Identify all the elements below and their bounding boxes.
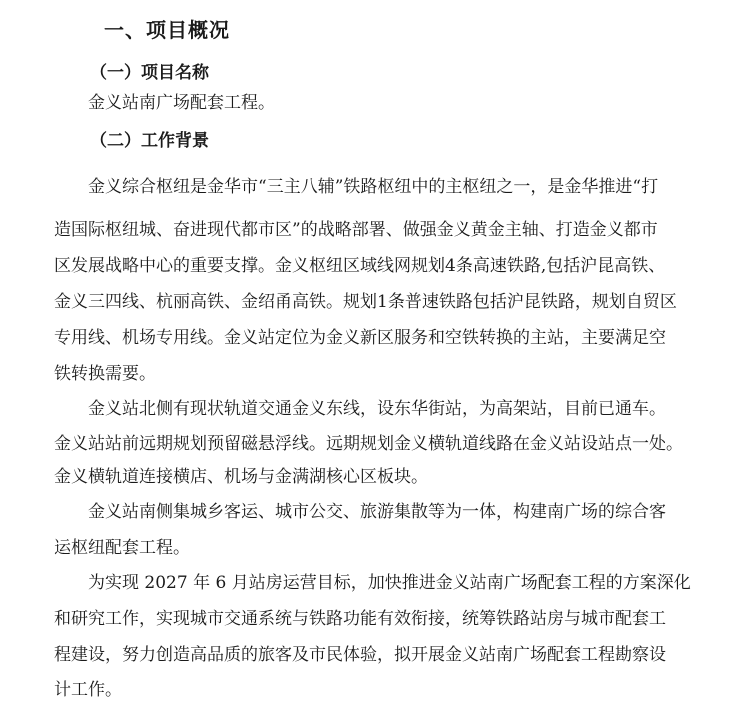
paragraph-line: 为实现 2027 年 6 月站房运营目标，加快推进金义站南广场配套工程的方案深化	[88, 573, 691, 593]
paragraph-line: 计工作。	[54, 680, 122, 700]
paragraph-line: 金义三四线、杭丽高铁、金绍甬高铁。规划1条普速铁路包括沪昆铁路，规划自贸区	[54, 292, 677, 312]
paragraph-line: 区发展战略中心的重要支撑。金义枢纽区域线网规划4条高速铁路,包括沪昆高铁、	[54, 256, 666, 276]
subsection-heading-background: （二）工作背景	[90, 131, 209, 151]
paragraph-line: 金义站北侧有现状轨道交通金义东线，设东华街站，为高架站，目前已通车。	[88, 399, 666, 419]
paragraph-line: 金义综合枢纽是金华市“三主八辅”铁路枢纽中的主枢纽之一，是金华推进“打	[88, 177, 659, 197]
paragraph-line: 程建设，努力创造高品质的旅客及市民体验，拟开展金义站南广场配套工程勘察设	[54, 645, 666, 665]
subsection-heading-project-name: （一）项目名称	[90, 63, 209, 83]
paragraph-line: 金义站站前远期规划预留磁悬浮线。远期规划金义横轨道线路在金义站设站点一处。	[54, 434, 683, 454]
paragraph-line: 造国际枢纽城、奋进现代都市区”的战略部署、做强金义黄金主轴、打造金义都市	[54, 220, 658, 240]
paragraph-line: 铁转换需要。	[54, 364, 156, 384]
paragraph-line: 运枢纽配套工程。	[54, 538, 190, 558]
paragraph-line: 金义横轨道连接横店、机场与金满湖核心区板块。	[54, 467, 428, 487]
paragraph-line: 金义站南侧集城乡客运、城市公交、旅游集散等为一体，构建南广场的综合客	[88, 502, 666, 522]
paragraph-line: 和研究工作，实现城市交通系统与铁路功能有效衔接，统筹铁路站房与城市配套工	[54, 609, 666, 629]
paragraph-line: 专用线、机场专用线。金义站定位为金义新区服务和空铁转换的主站，主要满足空	[54, 328, 666, 348]
section-heading: 一、项目概况	[104, 18, 230, 42]
project-name-text: 金义站南广场配套工程。	[88, 93, 275, 113]
